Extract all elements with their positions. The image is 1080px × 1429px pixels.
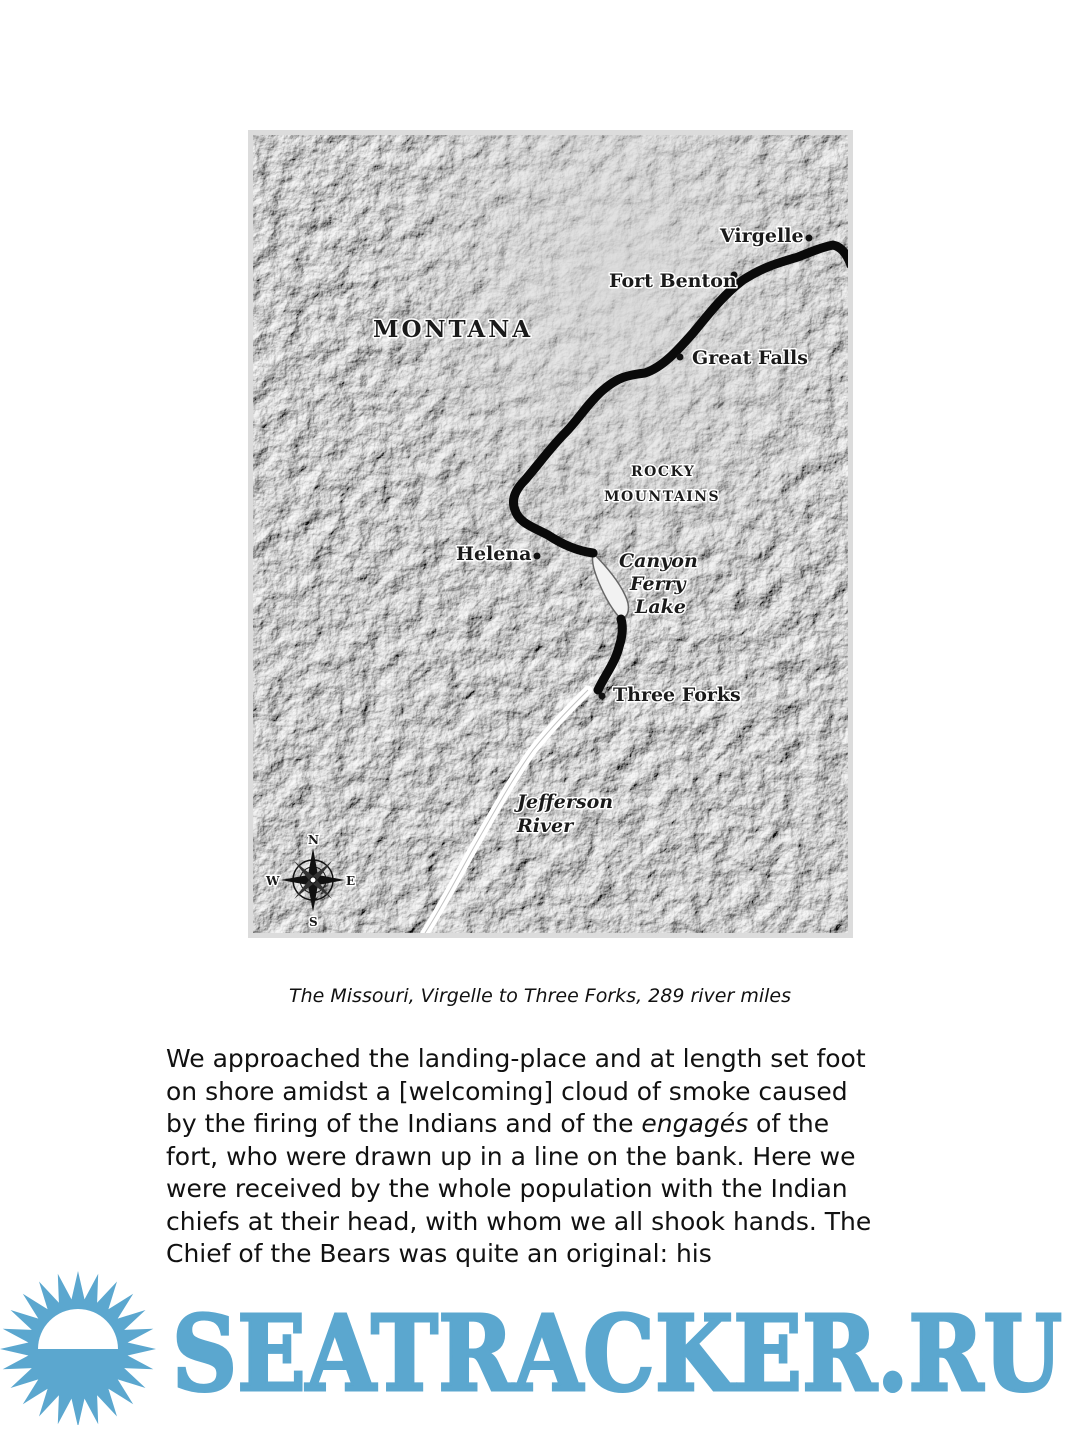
paragraph-italic-term: engagés xyxy=(641,1109,749,1138)
map-label-helena: Helena xyxy=(456,543,532,565)
watermark-text: SEATRACKER.RU xyxy=(172,1292,1062,1415)
map-label-river: River xyxy=(517,815,574,837)
paragraph-line: We approached the landing-place and at length set foot xyxy=(166,1044,866,1073)
map-label-jefferson: Jefferson xyxy=(517,791,614,813)
paragraph-text: of the xyxy=(748,1109,830,1138)
map-label-canyon: Canyon xyxy=(619,550,698,572)
helena-dot xyxy=(534,553,541,560)
great-falls-dot xyxy=(677,354,684,361)
virgelle-dot xyxy=(806,235,813,242)
figure-caption: The Missouri, Virgelle to Three Forks, 289 river miles xyxy=(289,985,791,1007)
paragraph-line: fort, who were drawn up in a line on the bank. Here we xyxy=(166,1141,856,1171)
map-label-mountains: MOUNTAINS xyxy=(604,489,721,505)
paragraph-line xyxy=(166,1108,956,1141)
map-label-fort-benton: Fort Benton xyxy=(609,270,737,292)
compass-n: N xyxy=(308,833,319,847)
map-label-ferry: Ferry xyxy=(630,573,686,595)
paragraph-line: chiefs at their head, with whom we all shook hands. The xyxy=(166,1206,872,1236)
paragraph-line: on shore amidst a [welcoming] cloud of smoke caused xyxy=(166,1076,848,1106)
compass-e: E xyxy=(346,874,356,888)
map-label-rocky: ROCKY xyxy=(631,464,696,480)
compass-s: S xyxy=(309,915,318,929)
sun-logo-icon xyxy=(0,1271,156,1425)
map-label-montana: MONTANA xyxy=(373,316,534,343)
map-label-great-falls: Great Falls xyxy=(692,347,808,369)
map-label-virgelle: Virgelle xyxy=(720,225,804,247)
map-label-lake: Lake xyxy=(635,596,686,618)
paragraph-text: by the firing of the Indians and of the xyxy=(166,1109,642,1138)
paragraph-line: Chief of the Bears was quite an original: his xyxy=(166,1239,712,1268)
map-label-three-forks: Three Forks xyxy=(613,684,741,706)
body-paragraph xyxy=(166,1043,956,1271)
paragraph-line: were received by the whole population with the Indian xyxy=(166,1174,848,1203)
map-image xyxy=(248,130,853,938)
watermark xyxy=(0,1265,1080,1425)
compass-w: W xyxy=(266,874,280,888)
three-forks-dot xyxy=(599,693,606,700)
